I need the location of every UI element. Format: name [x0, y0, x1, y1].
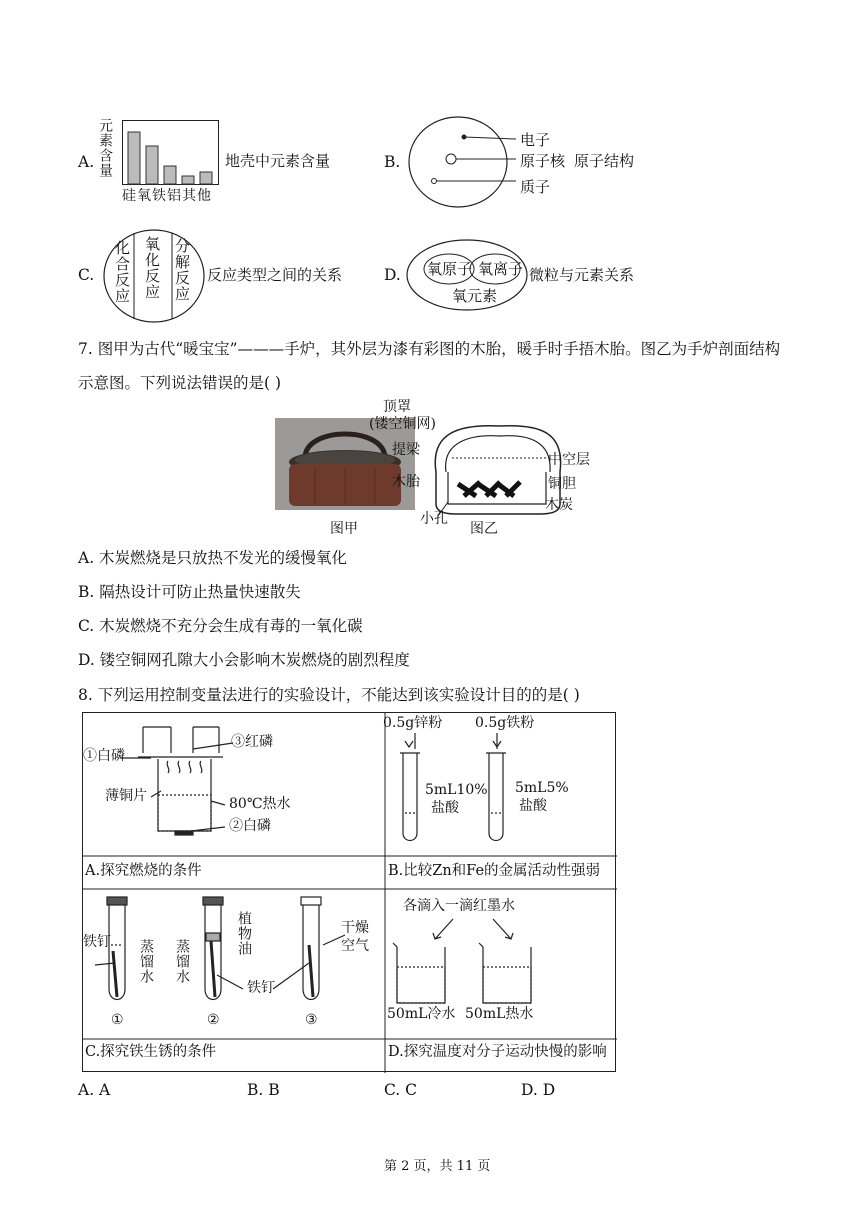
cell-a-apparatus [121, 727, 233, 835]
q8-answer-a: A. A [78, 1081, 111, 1099]
cell-c-label-nail2: 铁钉 [247, 980, 275, 996]
cell-c-apparatus [95, 897, 345, 1000]
label-charcoal: 木炭 [545, 497, 573, 513]
option-a-xlabels [122, 189, 212, 203]
label-top-cover: 顶罩 [383, 399, 411, 415]
cell-b-label-zn: 0.5g锌粉 [383, 715, 443, 731]
option-c-letter: C. [78, 266, 95, 284]
q8-stem: 8. 下列运用控制变量法进行的实验设计，不能达到该实验设计目的的是( ) [78, 686, 580, 704]
xlabel-si: 硅 [122, 188, 137, 204]
cell-b-label-acid1-conc: 5mL10% [425, 782, 488, 798]
q7-option-a: A. 木炭燃烧是只放热不发光的缓慢氧化 [78, 549, 348, 567]
label-nucleus: 原子核 [520, 152, 566, 170]
bar-fe [164, 166, 176, 184]
fig-b-label: 图乙 [470, 521, 498, 537]
cell-d-apparatus [393, 919, 531, 1003]
col-combination: 化合反应 [113, 240, 131, 304]
bar-other [200, 172, 212, 184]
cell-c-label-oil: 植物油 [236, 911, 252, 956]
q7-option-d: D. 镂空铜网孔隙大小会影响木炭燃烧的剧烈程度 [78, 651, 410, 669]
label-hollow-layer: 中空层 [548, 452, 590, 468]
col-decomposition: 分解反应 [173, 238, 191, 302]
xlabel-fe: 铁 [152, 188, 167, 204]
cell-a-label-white-p1: ①白磷 [83, 748, 125, 764]
option-a-letter: A. [78, 153, 95, 171]
q8-answer-b: B. B [247, 1081, 280, 1099]
cell-d-label-ink: 各滴入一滴红墨水 [403, 898, 515, 914]
cell-c-label-3: ③ [305, 1012, 318, 1028]
option-a-bar-chart [122, 120, 220, 186]
col-oxidation: 氧化反应 [143, 236, 161, 300]
page-footer: 第 2 页，共 11 页 [384, 1159, 491, 1174]
label-oxygen-ion: 氧离子 [478, 260, 524, 278]
q7-stem-line1: 7. 图甲为古代“暖宝宝”———手炉，其外层为漆有彩图的木胎，暖手时手捂木胎。图乙为手炉剖面结构 [78, 340, 781, 358]
label-oxygen-element: 氧元素 [452, 287, 498, 305]
cell-a-label-red-p: ③红磷 [231, 734, 273, 750]
label-handle: 提梁 [392, 442, 420, 458]
bar-al [182, 176, 194, 184]
label-copper-liner: 铜胆 [548, 476, 576, 492]
option-b-letter: B. [384, 153, 401, 171]
bar-o [146, 146, 158, 184]
q7-stem-line2: 示意图。下列说法错误的是( ) [78, 374, 282, 392]
q7-option-c: C. 木炭燃烧不充分会生成有毒的一氧化碳 [78, 617, 363, 635]
cell-b-caption: B.比较Zn和Fe的金属活动性强弱 [388, 863, 601, 879]
label-wood-body: 木胎 [392, 474, 420, 490]
option-d-letter: D. [384, 266, 401, 284]
cell-c-caption: C.探究铁生锈的条件 [85, 1044, 217, 1060]
cell-a-caption: A.探究燃烧的条件 [85, 863, 202, 879]
option-a-ylabel: 元素含量 [97, 118, 113, 178]
cell-d-label-hot: 50mL热水 [465, 1006, 534, 1022]
cell-d-label-cold: 50mL冷水 [387, 1006, 456, 1022]
option-c-caption: 反应类型之间的关系 [207, 266, 343, 284]
cell-c-label-nail1: 铁钉 [83, 934, 111, 950]
q8-answer-c: C. C [384, 1081, 418, 1099]
q8-experiment-table [82, 712, 616, 1072]
q7-option-b: B. 隔热设计可防止热量快速散失 [78, 583, 301, 601]
q8-answer-d: D. D [521, 1081, 556, 1099]
xlabel-o: 氧 [137, 188, 152, 204]
option-d-caption: 微粒与元素关系 [529, 266, 635, 284]
label-proton: 质子 [520, 178, 551, 196]
cell-c-label-2: ② [207, 1012, 220, 1028]
cell-a-label-copper-sheet: 薄铜片 [105, 788, 147, 804]
cell-c-label-water2: 蒸馏水 [174, 939, 190, 984]
option-b-atom-diagram [406, 115, 516, 210]
cell-c-label-dry-air: 干燥空气 [341, 920, 369, 954]
cell-b-label-acid2: 盐酸 [519, 798, 547, 814]
xlabel-al: 铝 [167, 188, 182, 204]
label-top-cover-sub: (镂空铜网) [369, 416, 436, 432]
cell-c-label-1: ① [111, 1012, 124, 1028]
label-small-hole: 小孔 [420, 511, 448, 527]
xlabel-other: 其他 [182, 188, 212, 204]
cell-a-label-hot-water: 80℃热水 [229, 796, 291, 812]
cell-b-label-acid1: 盐酸 [431, 800, 459, 816]
cell-b-label-acid2-conc: 5mL5% [515, 780, 569, 796]
option-b-caption: 原子结构 [574, 152, 635, 170]
label-oxygen-atom: 氧原子 [427, 260, 473, 278]
cell-c-label-water1: 蒸馏水 [138, 939, 154, 984]
cell-d-caption: D.探究温度对分子运动快慢的影响 [388, 1044, 607, 1060]
option-a-caption: 地壳中元素含量 [225, 152, 331, 170]
cell-a-label-white-p2: ②白磷 [229, 818, 271, 834]
cell-b-label-fe: 0.5g铁粉 [475, 715, 535, 731]
label-electron: 电子 [520, 131, 551, 149]
bar-si [128, 132, 140, 184]
fig-a-label: 图甲 [330, 521, 358, 537]
